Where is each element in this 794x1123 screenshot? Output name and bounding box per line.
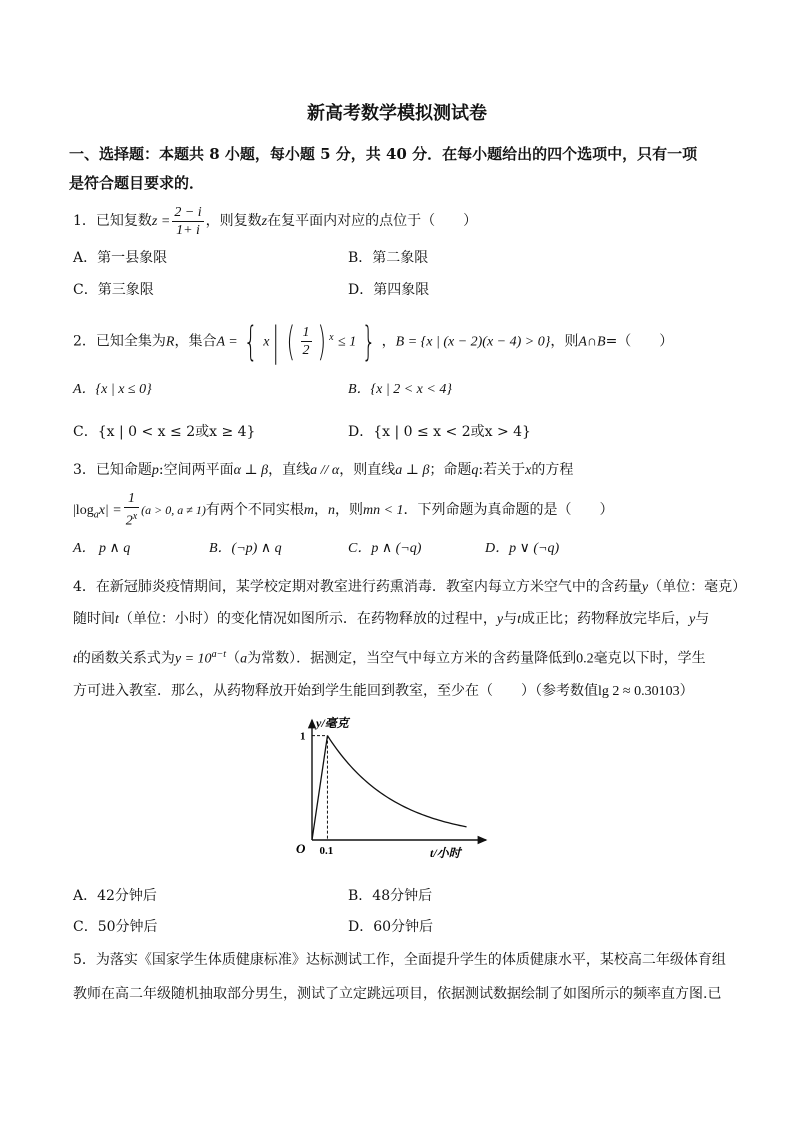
q2-option-a: A．{x | x ≤ 0} <box>73 382 152 397</box>
q3-option-a: A． p ∧ q <box>73 541 131 556</box>
question-2: 2．已知全集为R，集合A = { x| ( $\frac{1}{2}$ ) $^x$ ≤ 1 } ，B = {x | (x − 2)(x − 4) > 0}，则A∩B=（ ） <box>73 318 674 365</box>
y-axis-label: y/毫克 <box>316 716 349 730</box>
q1-fraction: $\frac{2 - i}{1+ i}$ <box>174 204 202 238</box>
question-5-line2: 教师在高二年级随机抽取部分男生，测试了立定跳远项目，依据测试数据绘制了如图所示的频率直方图.已 <box>73 986 722 1002</box>
y-tick-label: 1 <box>300 730 306 743</box>
question-4-line4: 方可进入教室．那么，从药物释放开始到学生能回到教室，至少在（ ）（参考数值lg 2 ≈ 0.30103） <box>73 683 694 699</box>
q4-option-d: D．60分钟后 <box>348 919 434 935</box>
q3-option-d: D．p ∨ (¬q) <box>485 541 560 556</box>
question-4-line3: t的函数关系式为$y = 10^{a-t}(a$为常数）．据测定，当空气中每立方米的含药量降低到0.2毫克以下时，学生 <box>73 649 706 667</box>
question-1: 1．已知复数z = $\frac{2 - i}{1+ i}$ ，则复数z在复平面内对应的点位于（ ） <box>73 204 478 238</box>
decay-series-line <box>327 736 466 827</box>
x-tick-label: 0.1 <box>319 845 334 857</box>
q1-option-a: A．第一县象限 <box>73 250 168 266</box>
q1-option-d: D．第四象限 <box>348 282 430 298</box>
question-5-line1: 5．为落实《国家学生体质健康标准》达标测试工作，全面提升学生的体质健康水平，某校高二年级体育组 <box>73 952 726 968</box>
q4-option-c: C．50分钟后 <box>73 919 158 935</box>
page-title: 新高考数学模拟测试卷 <box>307 103 487 124</box>
q4-option-a: A．42分钟后 <box>73 888 157 904</box>
q3-option-c: C．p ∧ (¬q) <box>348 541 422 556</box>
q1-option-c: C．第三象限 <box>73 282 154 298</box>
q2-option-c: C．{x | 0 < x ≤ 2或x ≥ 4} <box>73 424 256 440</box>
x-axis-label: t/小时 <box>430 846 461 860</box>
release-series-line <box>312 736 327 840</box>
question-3-line2: $|\log_ax|$ = $\frac{1}{2^x}$ (a > 0, a ≠ 1)有两个不同实根m，n，则mn < 1．下列命题为真命题的是（ ） <box>73 491 614 529</box>
q2-option-d: D．{x | 0 ≤ x < 2或x > 4} <box>348 424 531 440</box>
section-heading-line2: 是符合题目要求的． <box>69 174 205 192</box>
drug-concentration-chart <box>280 712 500 862</box>
q3-option-b: B．(¬p) ∧ q <box>209 541 282 556</box>
q4-option-b: B．48分钟后 <box>348 888 433 904</box>
section-heading-line1: 一、选择题：本题共 8 小题，每小题 5 分，共 40 分．在每小题给出的四个选项中，只有一项 <box>69 145 698 163</box>
question-3-line1: 3．已知命题p:空间两平面α ⊥ β，直线a // α，则直线a ⊥ β；命题q:若关于x的方程 <box>73 462 574 478</box>
question-4-line1: 4．在新冠肺炎疫情期间，某学校定期对教室进行药熏消毒．教室内每立方米空气中的含药量y（单位：毫克） <box>73 579 747 595</box>
q2-option-b: B．{x | 2 < x < 4} <box>348 382 452 397</box>
origin-label: O <box>296 841 306 856</box>
q1-option-b: B．第二象限 <box>348 250 429 266</box>
question-4-line2: 随时间t（单位：小时）的变化情况如图所示．在药物释放的过程中，y与t成正比；药物释放完毕后，y与 <box>73 611 710 627</box>
